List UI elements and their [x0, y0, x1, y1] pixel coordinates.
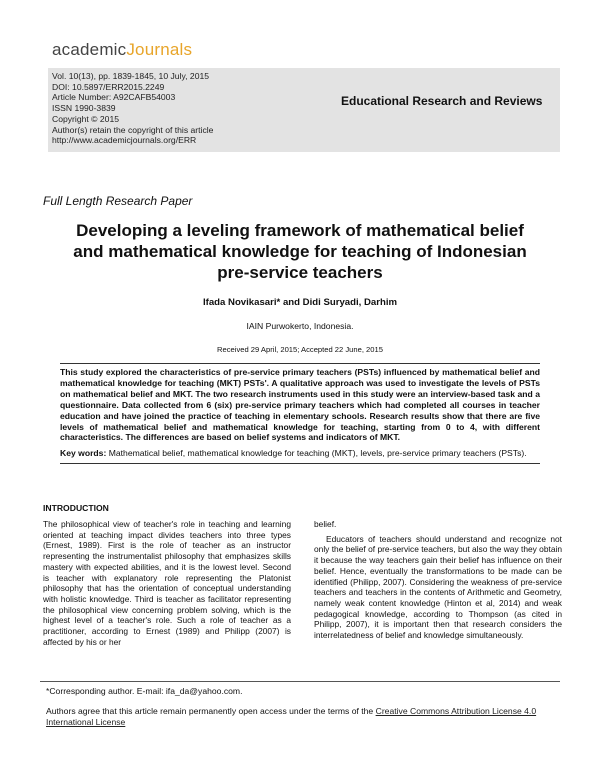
keywords-text: Mathematical belief, mathematical knowledge for teaching (MKT), levels, pre-service primary teachers (PSTs).	[106, 448, 527, 459]
paragraph: belief.	[314, 519, 337, 529]
footer	[40, 681, 560, 728]
meta-article-number: Article Number: A92CAFB54003	[52, 92, 176, 103]
publisher-logo	[52, 40, 192, 60]
logo-text-journals: Journals	[126, 40, 193, 59]
paragraph: The philosophical view of teacher's role in teaching and learning oriented at teaching impact divides teachers into three types (Ernest, 1989). First is the role of teacher as an instructor representing the instrumentalist philosophy that emphasizes skills mastery with expected abilities, and it is the lowest level. Second is teacher with explanatory role representing the Platonist philosophy that has the orientation of conceptual understanding with holistic knowledge. Third is teacher as facilitator representing the philosophical view concerning problem solving, which is the highest level of a teacher's role. Such a role of teacher as a practitioner, according to Ernest (1989) and Philipp (2007) is affected by his or her	[43, 519, 291, 647]
license-link[interactable]: Creative Commons Attribution License 4.0 International License	[46, 706, 537, 727]
keywords-label: Key words:	[60, 448, 107, 459]
abstract-text: This study explored the characteristics of pre-service primary teachers (PSTs) influenced by mathematical belief and mathematical knowledge for teaching (MKT) PSTs'. A qualitative approach was used to investigate the levels of PSTs on mathematical belief and MKT. The two research instruments used in this study were an interview-based task and a questionnaire. Data collected from 6 (six) pre-service primary teachers which had completed all courses in teacher education and have joined the practice of teaching in elementary schools. Research results show that there are five levels of mathematical belief and mathematical knowledge for teaching, starting from 0 to 4, with different characteristics. The differences are based on belief systems and indicators of MKT.	[60, 367, 540, 443]
authors: Ifada Novikasari* and Didi Suryadi, Darhim	[202, 297, 398, 308]
paragraph: Educators of teachers should understand and recognize not only the belief of pre-service teachers, but also the way they obtain it because the way teachers gain their belief has influence on their belief. Hence, eventually the transformations to be made can be identified (Philipp, 2007). Considering the weakness of pre-service teachers and teachers in the contents of Arithmetic and Geometry, namely weak content knowledge (Hinton et al, 2014) and weak pedagogical knowledge, according to Thompson (as cited in Philipp, 2007), it is important then that research considers the interrelatedness of belief and knowledge simultaneously.	[314, 533, 562, 641]
meta-doi: DOI: 10.5897/ERR2015.2249	[52, 81, 165, 92]
article-metadata	[52, 71, 213, 146]
corresponding-author: *Corresponding author. E-mail: ifa_da@yahoo.com.	[46, 686, 243, 696]
meta-volume: Vol. 10(13), pp. 1839-1845, 10 July, 2015	[52, 71, 210, 81]
meta-issn: ISSN 1990-3839	[52, 103, 116, 114]
meta-url[interactable]: http://www.academicjournals.org/ERR	[52, 135, 197, 146]
meta-rights: Author(s) retain the copyright of this article	[52, 124, 214, 135]
affiliation: IAIN Purwokerto, Indonesia.	[246, 321, 354, 331]
received-dates: Received 29 April, 2015; Accepted 22 June, 2015	[217, 345, 383, 354]
paper-title: Developing a leveling framework of mathematical belief and mathematical knowledge for teaching of Indonesian pre-service teachers	[73, 221, 527, 282]
paper-type: Full Length Research Paper	[43, 194, 193, 208]
logo-text-academic: academic	[52, 40, 127, 59]
journal-name: Educational Research and Reviews	[341, 94, 543, 108]
body-column-left	[43, 519, 291, 647]
section-heading-introduction: INTRODUCTION	[43, 503, 109, 513]
meta-copyright: Copyright © 2015	[52, 113, 120, 124]
abstract-box	[60, 363, 540, 464]
body-column-right	[314, 519, 562, 641]
license-notice	[40, 706, 560, 728]
license-text: Authors agree that this article remain permanently open access under the terms of the	[46, 706, 376, 716]
keywords	[60, 448, 540, 459]
